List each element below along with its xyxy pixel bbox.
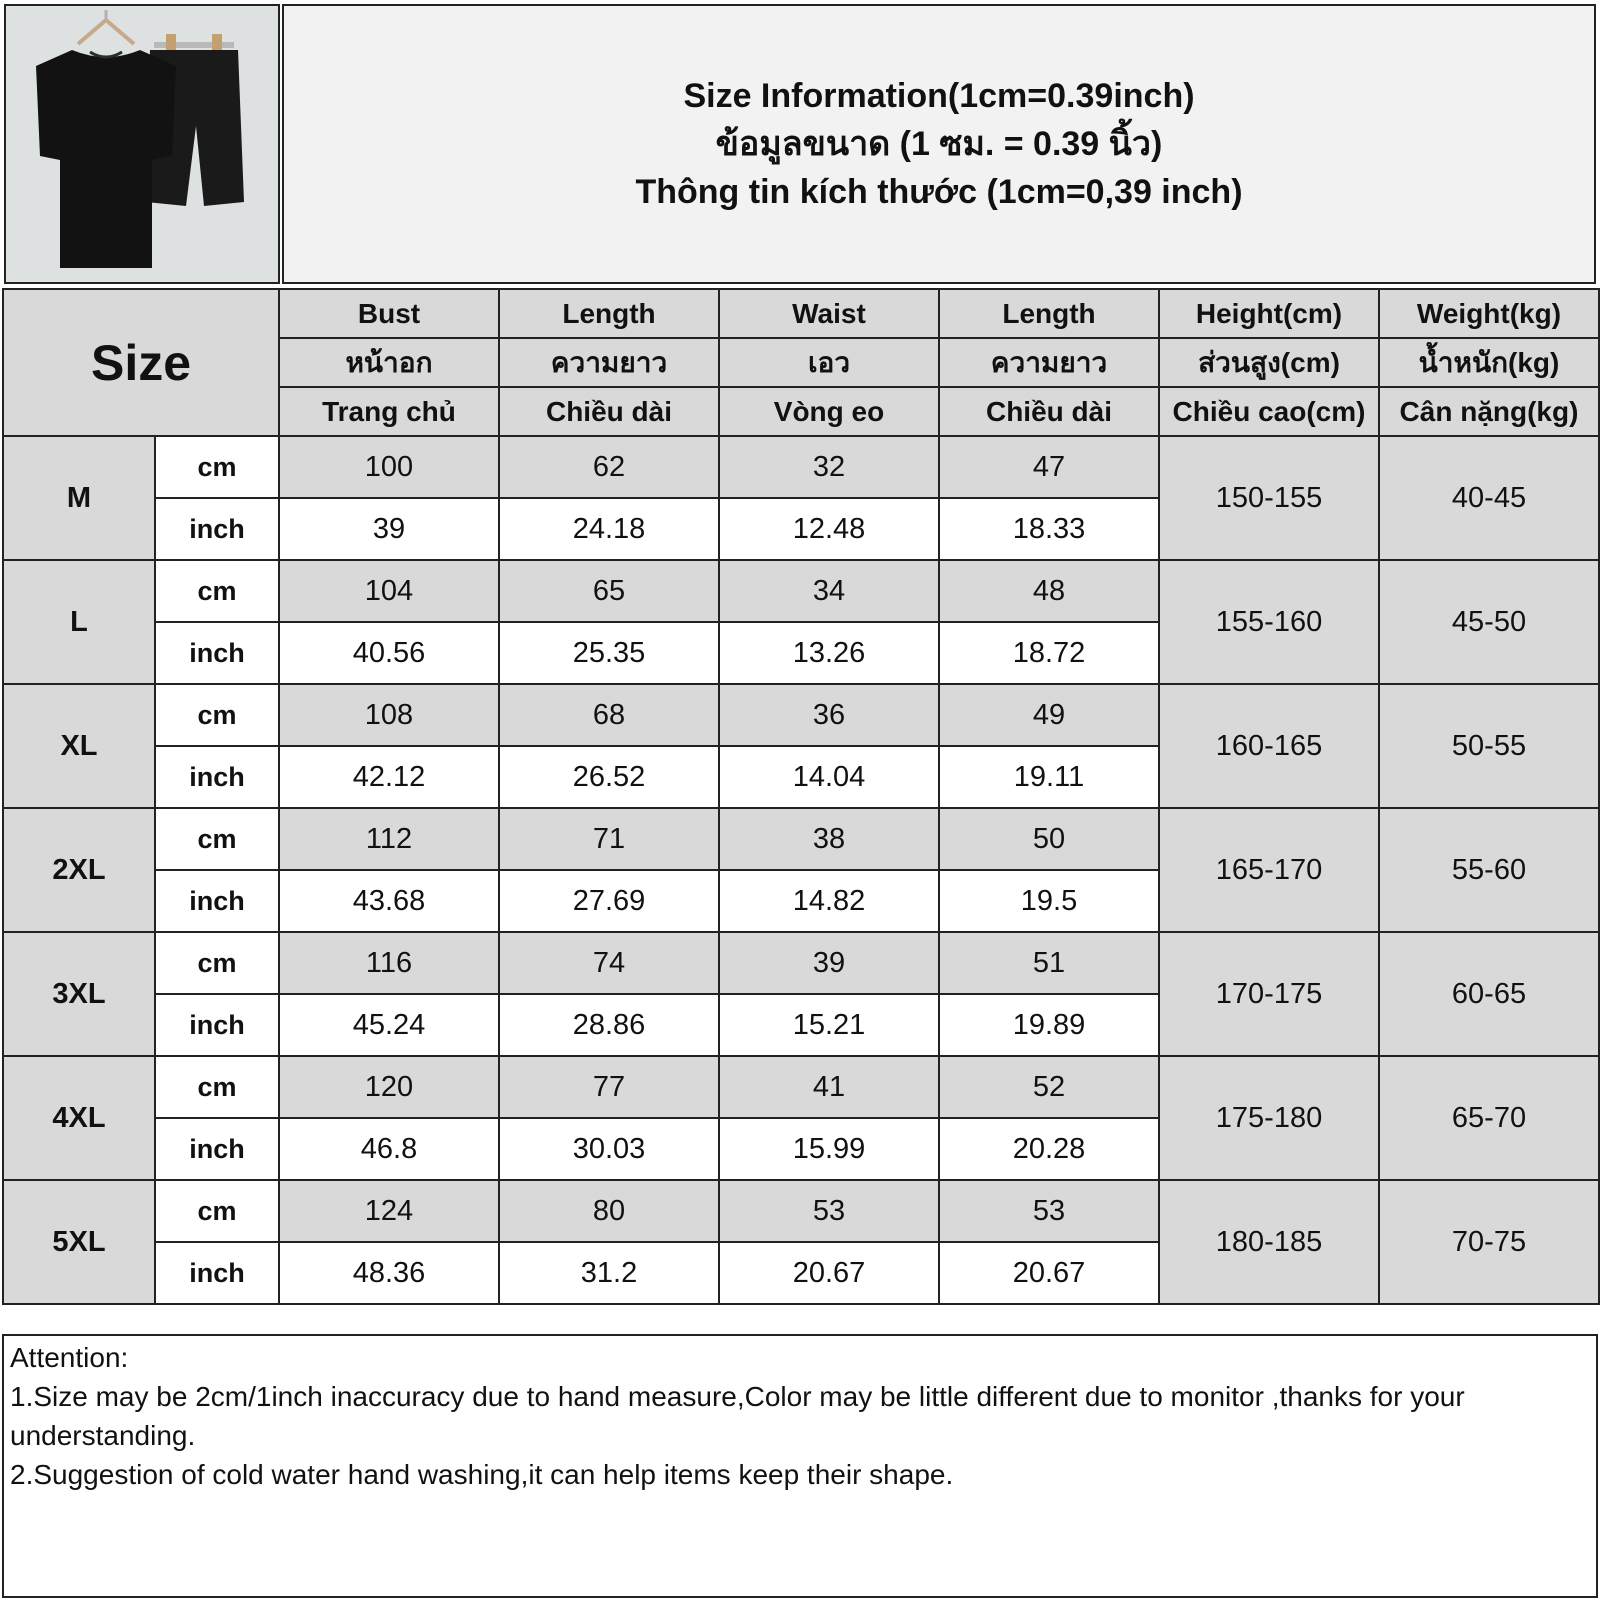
measurement-cell-inch: 45.24 [279, 994, 499, 1056]
unit-label-cm: cm [155, 1180, 279, 1242]
height-range-cell: 155-160 [1159, 560, 1379, 684]
measurement-cell-inch: 18.33 [939, 498, 1159, 560]
weight-range-cell: 40-45 [1379, 436, 1599, 560]
measurement-cell-cm: 32 [719, 436, 939, 498]
table-row [3, 436, 1599, 498]
measurement-cell-cm: 49 [939, 684, 1159, 746]
measurement-cell-inch: 43.68 [279, 870, 499, 932]
size-label: 5XL [3, 1180, 155, 1304]
measurement-cell-cm: 74 [499, 932, 719, 994]
height-range-cell: 160-165 [1159, 684, 1379, 808]
garment-illustration [6, 6, 278, 282]
table-row [3, 808, 1599, 870]
size-label: 2XL [3, 808, 155, 932]
measurement-cell-cm: 53 [939, 1180, 1159, 1242]
column-heading-waist-thai: เอว [719, 338, 939, 387]
column-heading-weight: Weight(kg) [1379, 289, 1599, 338]
measurement-cell-cm: 104 [279, 560, 499, 622]
note-line: 1.Size may be 2cm/1inch inaccuracy due to hand measure,Color may be little different due to monitor ,thanks for your understanding. [10, 1381, 1465, 1451]
column-heading-height: Height(cm) [1159, 289, 1379, 338]
column-heading-waist: Waist [719, 289, 939, 338]
measurement-cell-cm: 62 [499, 436, 719, 498]
table-row [3, 684, 1599, 746]
weight-range-cell: 45-50 [1379, 560, 1599, 684]
column-heading-bust-vi: Trang chủ [279, 387, 499, 436]
table-row [3, 1056, 1599, 1118]
unit-label-cm: cm [155, 1056, 279, 1118]
column-heading-weight-vi: Cân nặng(kg) [1379, 387, 1599, 436]
unit-label-inch: inch [155, 746, 279, 808]
unit-label-inch: inch [155, 1118, 279, 1180]
size-column-heading: Size [3, 289, 279, 436]
measurement-cell-inch: 28.86 [499, 994, 719, 1056]
size-information-title [282, 4, 1596, 284]
measurement-cell-cm: 52 [939, 1056, 1159, 1118]
unit-label-inch: inch [155, 622, 279, 684]
size-table [2, 288, 1600, 1305]
column-heading-pants-length-thai: ความยาว [939, 338, 1159, 387]
measurement-cell-cm: 47 [939, 436, 1159, 498]
height-range-cell: 170-175 [1159, 932, 1379, 1056]
size-label: XL [3, 684, 155, 808]
product-photo [4, 4, 280, 284]
measurement-cell-inch: 15.21 [719, 994, 939, 1056]
table-row [3, 560, 1599, 622]
measurement-cell-cm: 108 [279, 684, 499, 746]
unit-label-inch: inch [155, 994, 279, 1056]
title-english: Size Information(1cm=0.39inch) [683, 77, 1195, 115]
header-row-english [3, 289, 1599, 338]
table-row [3, 1180, 1599, 1242]
weight-range-cell: 65-70 [1379, 1056, 1599, 1180]
measurement-cell-inch: 20.67 [939, 1242, 1159, 1304]
unit-label-inch: inch [155, 870, 279, 932]
measurement-cell-inch: 20.67 [719, 1242, 939, 1304]
measurement-cell-inch: 19.89 [939, 994, 1159, 1056]
measurement-cell-inch: 24.18 [499, 498, 719, 560]
column-heading-height-vi: Chiều cao(cm) [1159, 387, 1379, 436]
column-heading-bust-thai: หน้าอก [279, 338, 499, 387]
column-heading-top-length-vi: Chiều dài [499, 387, 719, 436]
measurement-cell-inch: 48.36 [279, 1242, 499, 1304]
measurement-cell-cm: 38 [719, 808, 939, 870]
measurement-cell-cm: 34 [719, 560, 939, 622]
measurement-cell-inch: 42.12 [279, 746, 499, 808]
column-heading-pants-length-vi: Chiều dài [939, 387, 1159, 436]
size-label: 4XL [3, 1056, 155, 1180]
measurement-cell-cm: 112 [279, 808, 499, 870]
column-heading-top-length: Length [499, 289, 719, 338]
table-row [3, 932, 1599, 994]
measurement-cell-inch: 46.8 [279, 1118, 499, 1180]
measurement-cell-inch: 14.04 [719, 746, 939, 808]
size-label: L [3, 560, 155, 684]
measurement-cell-cm: 100 [279, 436, 499, 498]
height-range-cell: 180-185 [1159, 1180, 1379, 1304]
measurement-cell-inch: 39 [279, 498, 499, 560]
measurement-cell-cm: 51 [939, 932, 1159, 994]
unit-label-cm: cm [155, 436, 279, 498]
measurement-cell-inch: 26.52 [499, 746, 719, 808]
measurement-cell-cm: 80 [499, 1180, 719, 1242]
measurement-cell-cm: 65 [499, 560, 719, 622]
measurement-cell-inch: 30.03 [499, 1118, 719, 1180]
measurement-cell-cm: 124 [279, 1180, 499, 1242]
title-vietnamese: Thông tin kích thước (1cm=0,39 inch) [635, 173, 1243, 211]
notes-heading: Attention: [10, 1342, 129, 1373]
unit-label-cm: cm [155, 684, 279, 746]
column-heading-top-length-thai: ความยาว [499, 338, 719, 387]
measurement-cell-cm: 71 [499, 808, 719, 870]
weight-range-cell: 55-60 [1379, 808, 1599, 932]
measurement-cell-inch: 20.28 [939, 1118, 1159, 1180]
unit-label-inch: inch [155, 1242, 279, 1304]
unit-label-inch: inch [155, 498, 279, 560]
height-range-cell: 150-155 [1159, 436, 1379, 560]
measurement-cell-inch: 19.11 [939, 746, 1159, 808]
measurement-cell-inch: 19.5 [939, 870, 1159, 932]
measurement-cell-cm: 41 [719, 1056, 939, 1118]
measurement-cell-cm: 120 [279, 1056, 499, 1118]
measurement-cell-cm: 50 [939, 808, 1159, 870]
weight-range-cell: 50-55 [1379, 684, 1599, 808]
size-label: M [3, 436, 155, 560]
measurement-cell-cm: 36 [719, 684, 939, 746]
measurement-cell-inch: 27.69 [499, 870, 719, 932]
title-thai: ข้อมูลขนาด (1 ซม. = 0.39 นิ้ว) [715, 125, 1163, 163]
measurement-cell-inch: 14.82 [719, 870, 939, 932]
measurement-cell-inch: 18.72 [939, 622, 1159, 684]
measurement-cell-inch: 12.48 [719, 498, 939, 560]
measurement-cell-cm: 48 [939, 560, 1159, 622]
weight-range-cell: 60-65 [1379, 932, 1599, 1056]
height-range-cell: 175-180 [1159, 1056, 1379, 1180]
measurement-cell-cm: 116 [279, 932, 499, 994]
column-heading-weight-thai: น้ำหนัก(kg) [1379, 338, 1599, 387]
attention-notes [2, 1334, 1598, 1598]
measurement-cell-cm: 53 [719, 1180, 939, 1242]
column-heading-bust: Bust [279, 289, 499, 338]
unit-label-cm: cm [155, 932, 279, 994]
column-heading-pants-length: Length [939, 289, 1159, 338]
measurement-cell-cm: 68 [499, 684, 719, 746]
measurement-cell-inch: 31.2 [499, 1242, 719, 1304]
note-line: 2.Suggestion of cold water hand washing,it can help items keep their shape. [10, 1459, 954, 1490]
height-range-cell: 165-170 [1159, 808, 1379, 932]
measurement-cell-inch: 25.35 [499, 622, 719, 684]
measurement-cell-cm: 39 [719, 932, 939, 994]
column-heading-height-thai: ส่วนสูง(cm) [1159, 338, 1379, 387]
weight-range-cell: 70-75 [1379, 1180, 1599, 1304]
size-label: 3XL [3, 932, 155, 1056]
measurement-cell-inch: 13.26 [719, 622, 939, 684]
measurement-cell-inch: 15.99 [719, 1118, 939, 1180]
column-heading-waist-vi: Vòng eo [719, 387, 939, 436]
unit-label-cm: cm [155, 560, 279, 622]
measurement-cell-inch: 40.56 [279, 622, 499, 684]
unit-label-cm: cm [155, 808, 279, 870]
measurement-cell-cm: 77 [499, 1056, 719, 1118]
